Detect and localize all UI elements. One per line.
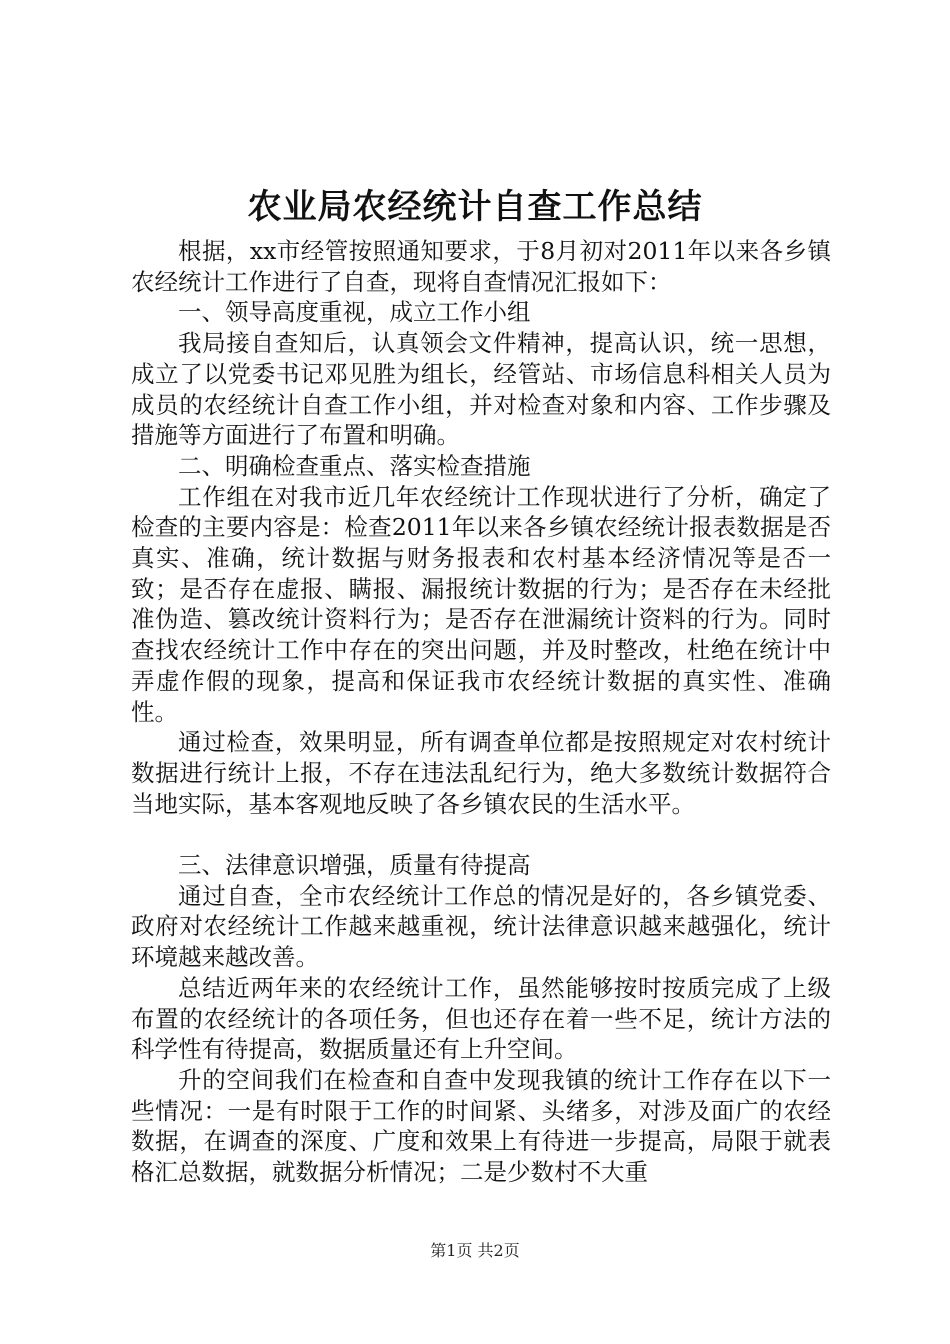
paragraph-section-3: 通过自查，全市农经统计工作总的情况是好的，各乡镇党委、政府对农经统计工作越来越重视，统计法律意识越来越强化，统计环境越来越改善。 — [131, 881, 831, 972]
paragraph-issues: 升的空间我们在检查和自查中发现我镇的统计工作存在以下一些情况：一是有时限于工作的时间紧、头绪多，对涉及面广的农经数据，在调查的深度、广度和效果上有待进一步提高，局限于就表格汇总数据，就数据分析情况；二是少数村不大重 — [131, 1065, 831, 1187]
paragraph-section-2: 工作组在对我市近几年农经统计工作现状进行了分析，确定了检查的主要内容是：检查2011年以来各乡镇农经统计报表数据是否真实、准确，统计数据与财务报表和农村基本经济情况等是否一致；是否存在虚报、瞒报、漏报统计数据的行为；是否存在未经批准伪造、篡改统计资料行为；是否存在泄漏统计资料的行为。同时查找农经统计工作中存在的突出问题，并及时整改，杜绝在统计中弄虚作假的现象，提高和保证我市农经统计数据的真实性、准确性。 — [131, 482, 831, 726]
section-heading-1: 一、领导高度重视，成立工作小组 — [178, 298, 531, 327]
page-number-footer: 第1页 共2页 — [430, 1241, 520, 1260]
section-heading-2: 二、明确检查重点、落实检查措施 — [178, 451, 531, 480]
paragraph-summary: 总结近两年来的农经统计工作，虽然能够按时按质完成了上级布置的农经统计的各项任务，但也还存在着一些不足，统计方法的科学性有待提高，数据质量还有上升空间。 — [131, 973, 831, 1064]
document-title: 农业局农经统计自查工作总结 — [247, 187, 703, 227]
section-heading-3: 三、法律意识增强，质量有待提高 — [178, 851, 531, 880]
document-body — [131, 236, 831, 1188]
paragraph-section-1: 我局接自查知后，认真领会文件精神，提高认识，统一思想，成立了以党委书记邓见胜为组长，经管站、市场信息科相关人员为成员的农经统计自查工作小组，并对检查对象和内容、工作步骤及措施等方面进行了布置和明确。 — [131, 329, 831, 450]
paragraph-intro: 根据，xx市经管按照通知要求，于8月初对2011年以来各乡镇农经统计工作进行了自查，现将自查情况汇报如下： — [131, 237, 831, 296]
paragraph-check-result: 通过检查，效果明显，所有调查单位都是按照规定对农村统计数据进行统计上报，不存在违法乱纪行为，绝大多数统计数据符合当地实际，基本客观地反映了各乡镇农民的生活水平。 — [131, 728, 831, 818]
blank-line — [131, 819, 831, 850]
